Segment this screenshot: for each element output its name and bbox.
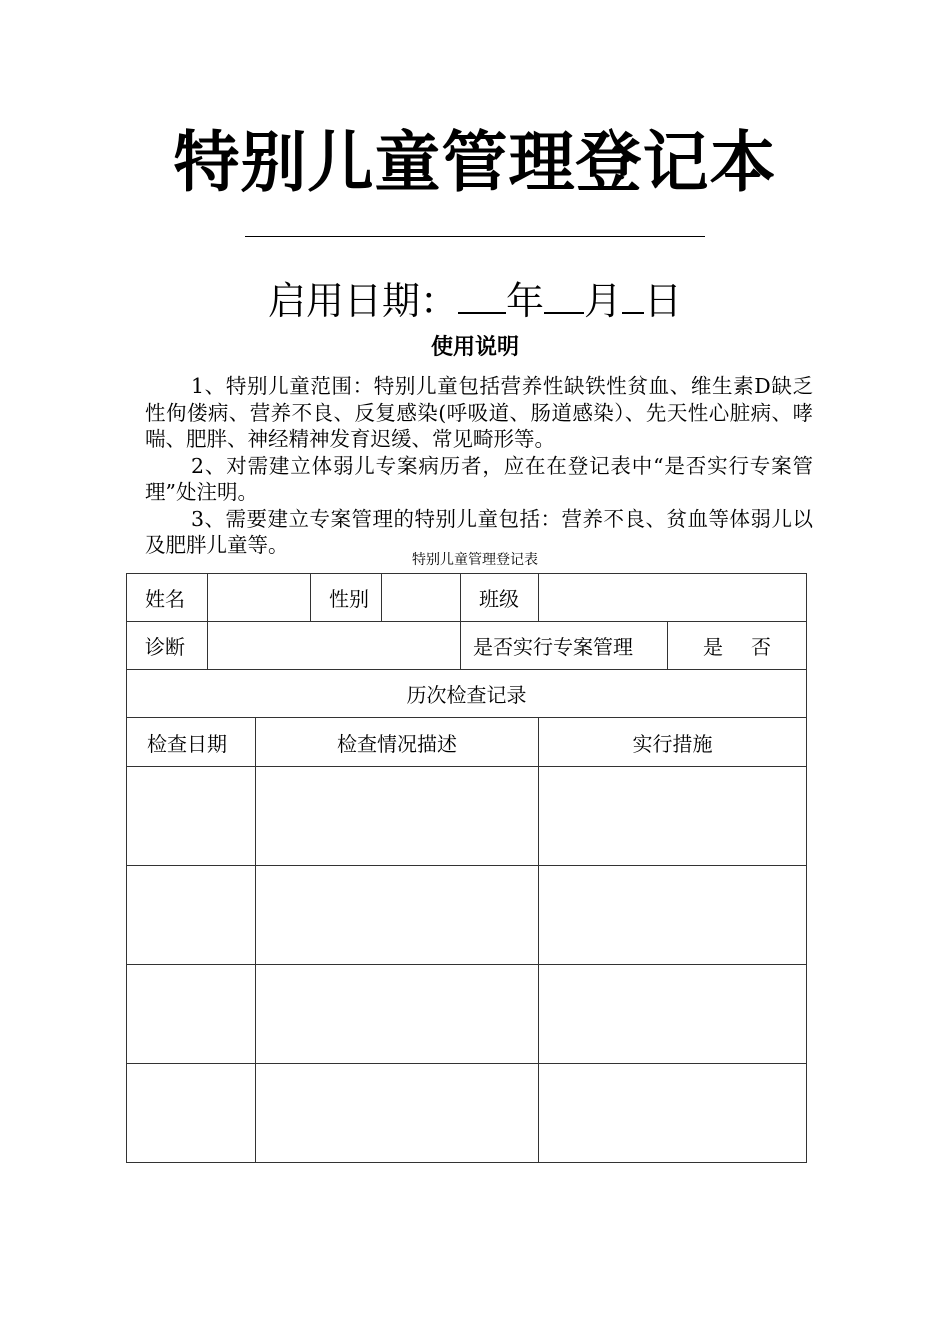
column-header-description: 检查情况描述 [256,718,539,767]
check-date-cell[interactable] [127,965,256,1064]
description-cell[interactable] [256,866,539,965]
year-blank[interactable] [458,274,506,314]
year-label: 年 [505,279,544,323]
instruction-item-2: 2、对需建立体弱儿专案病历者，应在在登记表中“是否实行专案管理”处注明。 [145,453,813,504]
registration-table [126,573,807,1163]
special-case-options [668,622,807,670]
description-cell[interactable] [256,965,539,1064]
check-date-cell[interactable] [127,866,256,965]
name-label: 姓名 [127,574,208,622]
history-heading: 历次检查记录 [127,670,807,718]
table-row [127,1064,807,1163]
class-field[interactable] [539,574,807,622]
table-row [127,670,807,718]
month-label: 月 [584,279,623,323]
table-row [127,965,807,1064]
month-blank[interactable] [544,274,584,314]
gender-field[interactable] [382,574,461,622]
diagnosis-label: 诊断 [127,622,208,670]
document-title: 特别儿童管理登记本 [173,124,777,201]
start-date-label: 启用日期： [267,279,458,323]
table-row [127,767,807,866]
column-header-measures: 实行措施 [539,718,807,767]
table-row [127,866,807,965]
name-field[interactable] [208,574,311,622]
start-date-line [0,274,950,326]
yes-option[interactable]: 是 [703,635,723,659]
title-underline [245,236,705,237]
table-caption: 特别儿童管理登记表 [412,552,538,568]
measures-cell[interactable] [539,866,807,965]
check-date-cell[interactable] [127,1064,256,1163]
measures-cell[interactable] [539,1064,807,1163]
table-header-row [127,718,807,767]
no-option[interactable]: 否 [751,635,771,659]
diagnosis-field[interactable] [208,622,461,670]
special-case-label: 是否实行专案管理 [461,622,668,670]
instruction-item-3: 3、需要建立专案管理的特别儿童包括：营养不良、贫血等体弱儿以及肥胖儿童等。 [145,506,813,557]
measures-cell[interactable] [539,767,807,866]
description-cell[interactable] [256,767,539,866]
day-blank[interactable] [622,274,644,314]
check-date-cell[interactable] [127,767,256,866]
description-cell[interactable] [256,1064,539,1163]
measures-cell[interactable] [539,965,807,1064]
column-header-check-date: 检查日期 [127,718,256,767]
table-row [127,622,807,670]
day-label: 日 [644,279,683,323]
usage-heading: 使用说明 [430,335,519,360]
instructions [145,373,813,559]
instruction-item-1: 1、特别儿童范围：特别儿童包括营养性缺铁性贫血、维生素D缺乏性佝偻病、营养不良、反复感染(呼吸道、肠道感染）、先天性心脏病、哮喘、肥胖、神经精神发育迟缓、常见畸形等。 [145,374,813,451]
gender-label: 性别 [311,574,382,622]
class-label: 班级 [461,574,539,622]
table-row [127,574,807,622]
